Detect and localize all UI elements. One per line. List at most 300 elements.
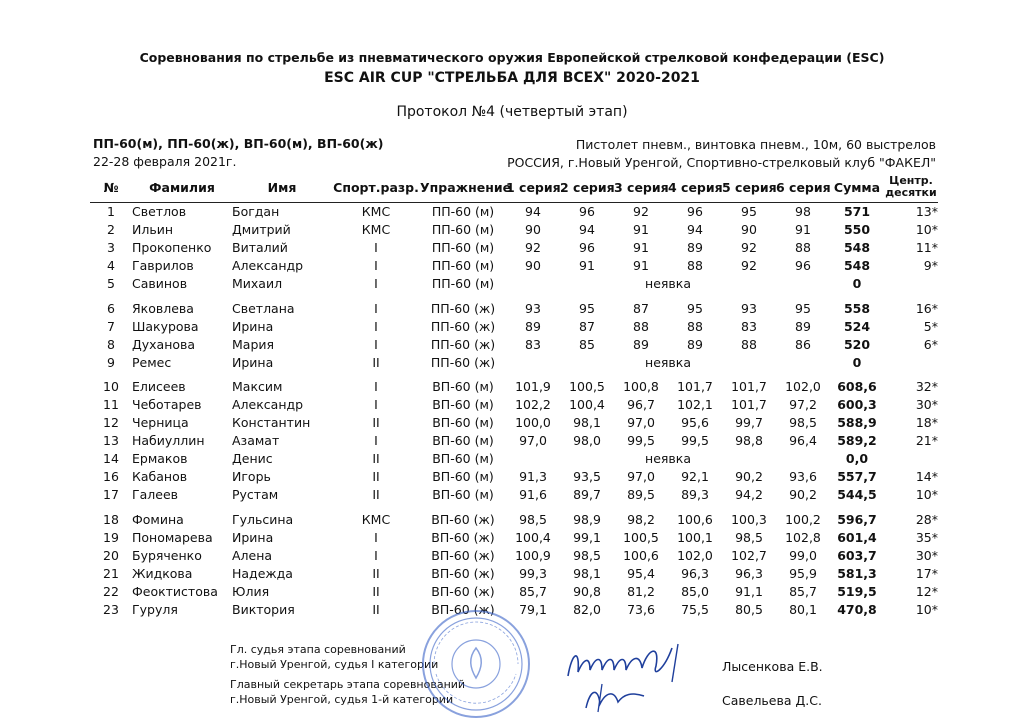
row-sum: 571 xyxy=(843,204,871,220)
row-exercise: ПП-60 (ж) xyxy=(430,318,496,334)
row-sum: 524 xyxy=(843,318,871,334)
row-center-tens xyxy=(884,354,938,372)
row-number: 5 xyxy=(107,276,115,292)
secretary-name: Савельева Д.С. xyxy=(722,693,822,708)
row-center-tens: 28* xyxy=(915,511,938,527)
row-series-5: 98,5 xyxy=(735,529,763,545)
row-lastname: Набиуллин xyxy=(132,433,205,449)
row-rank: I xyxy=(374,529,378,545)
venue-description: РОССИЯ, г.Новый Уренгой, Спортивно-стрелковый клуб "ФАКЕЛ" xyxy=(507,155,936,170)
row-number: 22 xyxy=(103,583,119,599)
row-series-6: 89 xyxy=(795,318,811,334)
col-header-firstname: Имя xyxy=(232,172,332,203)
row-series-6: 93,6 xyxy=(789,469,817,485)
row-exercise: ВП-60 (м) xyxy=(432,415,494,431)
row-number: 17 xyxy=(103,487,119,503)
row-series-4: 96 xyxy=(687,204,703,220)
row-rank: II xyxy=(372,583,380,599)
competition-dates: 22-28 февраля 2021г. xyxy=(93,154,237,169)
row-series-3: 88 xyxy=(633,318,649,334)
results-table xyxy=(90,172,938,619)
row-exercise: ВП-60 (м) xyxy=(432,487,494,503)
secretary-title: Главный секретарь этапа соревнований xyxy=(230,678,466,691)
row-series-2: 90,8 xyxy=(573,583,601,599)
row-center-tens xyxy=(884,450,938,468)
row-sum: 544,5 xyxy=(837,487,877,503)
row-number: 10 xyxy=(103,378,119,394)
row-series-5: 101,7 xyxy=(731,396,767,412)
row-rank: I xyxy=(374,258,378,274)
row-no-show: неявка xyxy=(645,451,691,467)
row-lastname: Черница xyxy=(132,415,189,431)
col-header-center-line1: Центр. xyxy=(889,174,933,187)
row-center-tens: 5* xyxy=(923,318,938,334)
row-rank: II xyxy=(372,354,380,370)
row-series-5: 96,3 xyxy=(735,565,763,581)
row-center-tens: 17* xyxy=(915,565,938,581)
row-center-tens: 11* xyxy=(915,240,938,256)
row-sum: 0 xyxy=(852,276,862,292)
row-firstname: Богдан xyxy=(232,204,280,220)
row-rank: I xyxy=(374,433,378,449)
row-series-3: 91 xyxy=(633,222,649,238)
row-sum: 588,9 xyxy=(837,415,877,431)
row-series-2: 98,5 xyxy=(573,547,601,563)
row-firstname: Азамат xyxy=(232,433,280,449)
discipline-description: Пистолет пневм., винтовка пневм., 10м, 60 выстрелов xyxy=(575,137,936,152)
row-series-4: 89 xyxy=(687,336,703,352)
row-sum: 589,2 xyxy=(837,433,877,449)
row-number: 21 xyxy=(103,565,119,581)
row-center-tens: 14* xyxy=(915,469,938,485)
row-series-4: 85,0 xyxy=(681,583,709,599)
row-firstname: Виталий xyxy=(232,240,288,256)
row-number: 20 xyxy=(103,547,119,563)
row-firstname: Константин xyxy=(232,415,311,431)
row-series-5: 95 xyxy=(741,204,757,220)
row-rank: II xyxy=(372,487,380,503)
row-exercise: ПП-60 (ж) xyxy=(430,354,496,370)
row-series-4: 95,6 xyxy=(681,415,709,431)
table-row xyxy=(90,275,938,293)
row-center-tens: 10* xyxy=(915,487,938,503)
row-series-5: 91,1 xyxy=(735,583,763,599)
row-center-tens: 30* xyxy=(915,547,938,563)
row-series-5: 88 xyxy=(741,336,757,352)
row-series-2: 98,1 xyxy=(573,415,601,431)
row-sum: 0,0 xyxy=(845,451,869,467)
row-lastname: Буряченко xyxy=(132,547,202,563)
row-series-5: 92 xyxy=(741,258,757,274)
row-firstname: Алена xyxy=(232,547,273,563)
row-sum: 548 xyxy=(843,240,871,256)
table-row xyxy=(90,318,938,336)
table-row xyxy=(90,486,938,504)
row-sum: 519,5 xyxy=(837,583,877,599)
row-series-2: 87 xyxy=(579,318,595,334)
table-row xyxy=(90,257,938,275)
row-sum: 557,7 xyxy=(837,469,877,485)
row-rank: I xyxy=(374,336,378,352)
row-lastname: Феоктистова xyxy=(132,583,218,599)
row-exercise: ВП-60 (ж) xyxy=(431,511,495,527)
row-lastname: Елисеев xyxy=(132,378,186,394)
judge-signature-icon xyxy=(560,638,690,686)
row-series-2: 100,4 xyxy=(569,396,605,412)
row-number: 11 xyxy=(103,396,119,412)
row-series-1: 100,4 xyxy=(515,529,551,545)
row-series-6: 86 xyxy=(795,336,811,352)
row-rank: I xyxy=(374,318,378,334)
row-center-tens: 35* xyxy=(915,529,938,545)
row-lastname: Гаврилов xyxy=(132,258,194,274)
row-series-1: 98,5 xyxy=(519,511,547,527)
row-series-6: 98,5 xyxy=(789,415,817,431)
row-exercise: ВП-60 (ж) xyxy=(431,565,495,581)
row-exercise: ВП-60 (м) xyxy=(432,433,494,449)
table-row xyxy=(90,203,938,222)
row-series-2: 98,1 xyxy=(573,565,601,581)
col-header-series-3: 3 серия xyxy=(614,172,668,203)
row-lastname: Шакурова xyxy=(132,318,199,334)
col-header-series-1: 1 серия xyxy=(506,172,560,203)
row-series-6: 95 xyxy=(795,300,811,316)
row-number: 13 xyxy=(103,433,119,449)
row-series-3: 73,6 xyxy=(627,602,655,618)
row-rank: I xyxy=(374,276,378,292)
row-rank: II xyxy=(372,451,380,467)
row-series-5: 98,8 xyxy=(735,433,763,449)
row-series-4: 102,0 xyxy=(677,547,713,563)
row-rank: II xyxy=(372,602,380,618)
row-series-3: 97,0 xyxy=(627,469,655,485)
row-series-4: 88 xyxy=(687,318,703,334)
row-series-1: 97,0 xyxy=(519,433,547,449)
row-sum: 596,7 xyxy=(837,511,877,527)
row-series-3: 81,2 xyxy=(627,583,655,599)
row-series-3: 95,4 xyxy=(627,565,655,581)
row-exercise: ПП-60 (м) xyxy=(431,204,495,220)
cup-title: ESC AIR CUP "СТРЕЛЬБА ДЛЯ ВСЕХ" 2020-2021 xyxy=(324,70,700,86)
row-series-6: 95,9 xyxy=(789,565,817,581)
row-number: 3 xyxy=(107,240,115,256)
events-list: ПП-60(м), ПП-60(ж), ВП-60(м), ВП-60(ж) xyxy=(93,136,384,151)
row-exercise: ВП-60 (ж) xyxy=(431,602,495,618)
row-lastname: Ильин xyxy=(132,222,174,238)
row-exercise: ПП-60 (м) xyxy=(431,258,495,274)
row-series-4: 94 xyxy=(687,222,703,238)
row-series-4: 101,7 xyxy=(677,378,713,394)
protocol-title: Протокол №4 (четвертый этап) xyxy=(396,104,628,120)
secretary-subtitle: г.Новый Уренгой, судья 1-й категории xyxy=(230,693,454,706)
row-series-4: 89,3 xyxy=(681,487,709,503)
col-header-series-4: 4 серия xyxy=(668,172,722,203)
row-lastname: Яковлева xyxy=(132,300,194,316)
row-number: 12 xyxy=(103,415,119,431)
row-firstname: Михаил xyxy=(232,276,283,292)
row-rank: I xyxy=(374,547,378,563)
row-firstname: Мария xyxy=(232,336,275,352)
row-lastname: Гуруля xyxy=(132,602,178,618)
row-series-3: 100,6 xyxy=(623,547,659,563)
row-firstname: Ирина xyxy=(232,354,274,370)
row-series-5: 90 xyxy=(741,222,757,238)
row-number: 19 xyxy=(103,529,119,545)
row-rank: I xyxy=(374,240,378,256)
row-exercise: ВП-60 (м) xyxy=(432,396,494,412)
row-series-1: 100,9 xyxy=(515,547,551,563)
row-series-2: 94 xyxy=(579,222,595,238)
row-sum: 581,3 xyxy=(837,565,877,581)
table-header-row xyxy=(90,172,938,203)
row-firstname: Ирина xyxy=(232,318,274,334)
row-series-3: 89,5 xyxy=(627,487,655,503)
row-series-5: 92 xyxy=(741,240,757,256)
row-no-show: неявка xyxy=(645,354,691,370)
row-lastname: Фомина xyxy=(132,511,184,527)
row-series-4: 99,5 xyxy=(681,433,709,449)
row-firstname: Надежда xyxy=(232,565,293,581)
row-exercise: ВП-60 (м) xyxy=(432,451,494,467)
row-series-1: 94 xyxy=(525,204,541,220)
row-series-3: 87 xyxy=(633,300,649,316)
row-series-1: 85,7 xyxy=(519,583,547,599)
row-series-2: 91 xyxy=(579,258,595,274)
row-center-tens: 18* xyxy=(915,415,938,431)
row-sum: 0 xyxy=(852,354,862,370)
table-row xyxy=(90,505,938,529)
table-row xyxy=(90,547,938,565)
judge-title: Гл. судья этапа соревнований xyxy=(230,643,406,656)
row-series-2: 95 xyxy=(579,300,595,316)
row-series-5: 100,3 xyxy=(731,511,767,527)
row-lastname: Светлов xyxy=(132,204,187,220)
row-series-3: 97,0 xyxy=(627,415,655,431)
row-firstname: Рустам xyxy=(232,487,279,503)
row-center-tens: 32* xyxy=(915,378,938,394)
row-series-1: 83 xyxy=(525,336,541,352)
row-center-tens: 16* xyxy=(915,300,938,316)
row-series-6: 102,0 xyxy=(785,378,821,394)
row-rank: I xyxy=(374,378,378,394)
row-series-4: 89 xyxy=(687,240,703,256)
row-series-1: 79,1 xyxy=(519,602,547,618)
row-series-1: 91,3 xyxy=(519,469,547,485)
row-lastname: Прокопенко xyxy=(132,240,212,256)
row-center-tens: 6* xyxy=(923,336,938,352)
row-number: 4 xyxy=(107,258,115,274)
row-lastname: Пономарева xyxy=(132,529,213,545)
table-row xyxy=(90,336,938,354)
results-body xyxy=(90,203,938,620)
row-series-4: 75,5 xyxy=(681,602,709,618)
col-header-lastname: Фамилия xyxy=(132,172,232,203)
row-series-1: 100,0 xyxy=(515,415,551,431)
row-series-1: 92 xyxy=(525,240,541,256)
row-exercise: ВП-60 (м) xyxy=(432,469,494,485)
row-sum: 520 xyxy=(843,336,871,352)
row-rank: I xyxy=(374,396,378,412)
row-center-tens: 21* xyxy=(915,433,938,449)
row-series-5: 83 xyxy=(741,318,757,334)
row-firstname: Игорь xyxy=(232,469,271,485)
row-rank: II xyxy=(372,469,380,485)
row-series-5: 80,5 xyxy=(735,602,763,618)
row-series-6: 99,0 xyxy=(789,547,817,563)
row-series-5: 90,2 xyxy=(735,469,763,485)
row-series-1: 90 xyxy=(525,258,541,274)
row-series-4: 100,6 xyxy=(677,511,713,527)
row-sum: 548 xyxy=(843,258,871,274)
row-firstname: Денис xyxy=(232,451,273,467)
col-header-exercise: Упражнение xyxy=(420,172,506,203)
col-header-center-tens xyxy=(884,172,938,203)
row-rank: КМС xyxy=(361,511,391,527)
row-series-3: 91 xyxy=(633,258,649,274)
row-series-2: 85 xyxy=(579,336,595,352)
row-firstname: Ирина xyxy=(232,529,274,545)
row-lastname: Чеботарев xyxy=(132,396,202,412)
col-header-series-2: 2 серия xyxy=(560,172,614,203)
table-row xyxy=(90,354,938,372)
row-no-show: неявка xyxy=(645,276,691,292)
row-series-2: 89,7 xyxy=(573,487,601,503)
row-rank: II xyxy=(372,415,380,431)
row-exercise: ПП-60 (ж) xyxy=(430,336,496,352)
row-series-2: 100,5 xyxy=(569,378,605,394)
row-series-1: 99,3 xyxy=(519,565,547,581)
secretary-signature-icon xyxy=(580,680,650,714)
row-series-2: 98,9 xyxy=(573,511,601,527)
table-row xyxy=(90,396,938,414)
row-firstname: Александр xyxy=(232,258,304,274)
row-firstname: Дмитрий xyxy=(232,222,291,238)
row-exercise: ПП-60 (м) xyxy=(431,222,495,238)
row-series-6: 102,8 xyxy=(785,529,821,545)
row-sum: 550 xyxy=(843,222,871,238)
row-series-4: 95 xyxy=(687,300,703,316)
table-row xyxy=(90,239,938,257)
row-series-3: 89 xyxy=(633,336,649,352)
row-series-2: 98,0 xyxy=(573,433,601,449)
table-row xyxy=(90,432,938,450)
row-number: 18 xyxy=(103,511,119,527)
row-series-2: 82,0 xyxy=(573,602,601,618)
row-series-2: 99,1 xyxy=(573,529,601,545)
col-header-series-6: 6 серия xyxy=(776,172,830,203)
row-series-4: 102,1 xyxy=(677,396,713,412)
row-center-tens: 9* xyxy=(923,258,938,274)
table-row xyxy=(90,468,938,486)
row-exercise: ВП-60 (м) xyxy=(432,378,494,394)
row-lastname: Галеев xyxy=(132,487,179,503)
seal-stamp-icon xyxy=(420,608,532,720)
table-row xyxy=(90,583,938,601)
row-series-2: 96 xyxy=(579,240,595,256)
row-series-3: 98,2 xyxy=(627,511,655,527)
row-rank: КМС xyxy=(361,204,391,220)
row-series-1: 102,2 xyxy=(515,396,551,412)
row-series-6: 98 xyxy=(795,204,811,220)
row-series-3: 99,5 xyxy=(627,433,655,449)
row-series-6: 90,2 xyxy=(789,487,817,503)
table-row xyxy=(90,372,938,396)
row-series-4: 96,3 xyxy=(681,565,709,581)
row-series-5: 102,7 xyxy=(731,547,767,563)
row-series-5: 101,7 xyxy=(731,378,767,394)
row-series-4: 100,1 xyxy=(677,529,713,545)
row-series-2: 96 xyxy=(579,204,595,220)
row-center-tens: 10* xyxy=(915,222,938,238)
row-series-1: 91,6 xyxy=(519,487,547,503)
table-row xyxy=(90,414,938,432)
row-exercise: ВП-60 (ж) xyxy=(431,583,495,599)
row-number: 23 xyxy=(103,602,119,618)
judge-subtitle: г.Новый Уренгой, судья I категории xyxy=(230,658,439,671)
row-exercise: ПП-60 (м) xyxy=(431,276,495,292)
row-exercise: ПП-60 (ж) xyxy=(430,300,496,316)
row-lastname: Ермаков xyxy=(132,451,188,467)
table-row xyxy=(90,221,938,239)
row-exercise: ВП-60 (ж) xyxy=(431,547,495,563)
row-firstname: Максим xyxy=(232,378,283,394)
row-series-1: 89 xyxy=(525,318,541,334)
row-lastname: Кабанов xyxy=(132,469,188,485)
table-row xyxy=(90,529,938,547)
row-series-6: 100,2 xyxy=(785,511,821,527)
table-row xyxy=(90,450,938,468)
row-series-3: 100,5 xyxy=(623,529,659,545)
row-sum: 601,4 xyxy=(837,529,877,545)
row-number: 1 xyxy=(107,204,115,220)
row-series-6: 80,1 xyxy=(789,602,817,618)
col-header-center-line2: десятки xyxy=(885,186,937,199)
row-series-6: 91 xyxy=(795,222,811,238)
row-rank: I xyxy=(374,300,378,316)
row-center-tens: 10* xyxy=(915,602,938,618)
row-series-3: 96,7 xyxy=(627,396,655,412)
row-rank: КМС xyxy=(361,222,391,238)
col-header-no: № xyxy=(90,172,132,203)
col-header-rank: Спорт.разр. xyxy=(332,172,420,203)
row-center-tens: 13* xyxy=(915,204,938,220)
row-series-3: 92 xyxy=(633,204,649,220)
competition-title: Соревнования по стрельбе из пневматического оружия Европейской стрелковой конфедерации (ESC) xyxy=(139,50,885,65)
row-firstname: Гульсина xyxy=(232,511,294,527)
row-number: 16 xyxy=(103,469,119,485)
row-center-tens xyxy=(884,275,938,293)
row-series-3: 91 xyxy=(633,240,649,256)
row-sum: 600,3 xyxy=(837,396,877,412)
row-series-1: 101,9 xyxy=(515,378,551,394)
row-series-6: 85,7 xyxy=(789,583,817,599)
col-header-series-5: 5 серия xyxy=(722,172,776,203)
row-firstname: Александр xyxy=(232,396,304,412)
row-series-4: 88 xyxy=(687,258,703,274)
row-exercise: ВП-60 (ж) xyxy=(431,529,495,545)
row-firstname: Виктория xyxy=(232,602,295,618)
row-center-tens: 30* xyxy=(915,396,938,412)
judge-name: Лысенкова Е.В. xyxy=(722,659,823,674)
row-number: 14 xyxy=(103,451,119,467)
row-series-5: 94,2 xyxy=(735,487,763,503)
row-sum: 603,7 xyxy=(837,547,877,563)
col-header-sum: Сумма xyxy=(830,172,884,203)
row-sum: 470,8 xyxy=(837,602,877,618)
row-firstname: Юлия xyxy=(232,583,270,599)
row-firstname: Светлана xyxy=(232,300,295,316)
table-row xyxy=(90,565,938,583)
